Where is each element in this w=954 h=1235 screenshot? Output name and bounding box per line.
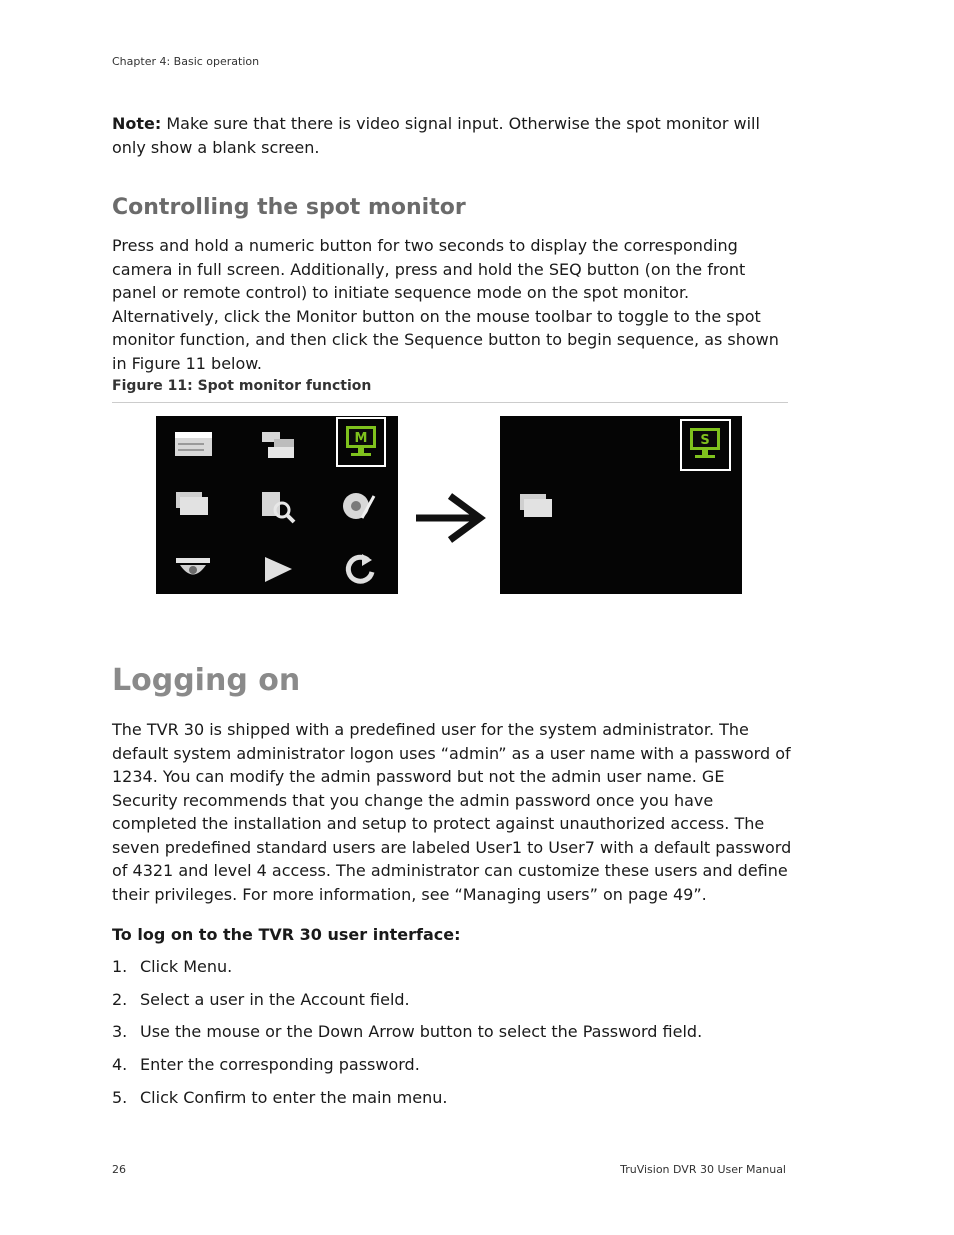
step-text: Select a user in the Account field. (140, 990, 410, 1009)
list-item (112, 1021, 792, 1043)
ptz-dome-icon (174, 554, 214, 584)
figure-toolbar-panel-left (156, 416, 398, 594)
single-view-icon (174, 430, 214, 458)
audio-icon (340, 490, 380, 522)
transition-arrow-icon (412, 492, 488, 544)
monitor-s-letter: S (700, 433, 710, 448)
figure-toolbar-panel-right (500, 416, 742, 594)
step-number: 5. (112, 1088, 128, 1107)
monitor-m-icon (338, 419, 384, 465)
step-text: Click Menu. (140, 957, 233, 976)
play-icon (262, 554, 296, 586)
list-item (112, 956, 792, 978)
sequence-icon (174, 490, 214, 520)
step-number: 2. (112, 990, 128, 1009)
list-item (112, 1054, 792, 1076)
footer-manual-title: TruVision DVR 30 User Manual (620, 1163, 786, 1176)
spot-monitor-body: Press and hold a numeric button for two seconds to display the corresponding camera in full screen. Additionally, press and hold the SEQ button (on the front panel or remote control) to initiate sequence mode on the spot monitor. Alternatively, click the Monitor button on the mouse toolbar to toggle to the spot monitor function, and then click the Sequence button to begin sequence, as shown in Figure 11 below. (112, 236, 779, 373)
figure-caption: Figure 11: Spot monitor function (112, 378, 372, 394)
step-text: Click Confirm to enter the main menu. (140, 1088, 448, 1107)
note-paragraph (112, 112, 792, 160)
section-heading-logging-on: Logging on (112, 663, 301, 698)
monitor-m-letter: M (354, 431, 368, 446)
procedure-title: To log on to the TVR 30 user interface: (112, 925, 461, 944)
logging-on-body: The TVR 30 is shipped with a predefined user for the system administrator. The default system administrator logon uses “admin” as a user name with a password of 1234. You can modify the admin password but not the admin user name. GE Security recommends that you change the admin password once you have completed the installation and setup to protect against unauthorized access. The seven predefined standard users are labeled User1 to User7 with a default password of 4321 and level 4 access. The administrator can customize these users and define their privileges. For more information, see “Managing users” on page 49”. (112, 720, 792, 904)
monitor-button-highlight (680, 419, 731, 471)
monitor-s-icon (682, 421, 729, 469)
step-text: Enter the corresponding password. (140, 1055, 420, 1074)
step-text: Use the mouse or the Down Arrow button to select the Password field. (140, 1022, 703, 1041)
monitor-button-highlight (336, 417, 386, 467)
note-text: Make sure that there is video signal input. Otherwise the spot monitor will only show a blank screen. (112, 114, 760, 157)
multi-view-icon (260, 430, 300, 460)
step-number: 3. (112, 1022, 128, 1041)
step-number: 1. (112, 957, 128, 976)
running-header: Chapter 4: Basic operation (112, 55, 260, 68)
list-item (112, 989, 792, 1011)
sequence-icon (518, 492, 558, 522)
refresh-icon (342, 552, 378, 586)
search-icon (260, 490, 300, 524)
note-label: Note: (112, 114, 162, 133)
page-number: 26 (112, 1163, 126, 1176)
caption-divider (112, 402, 788, 403)
step-number: 4. (112, 1055, 128, 1074)
list-item (112, 1087, 792, 1109)
section-heading-spot-monitor: Controlling the spot monitor (112, 195, 466, 220)
